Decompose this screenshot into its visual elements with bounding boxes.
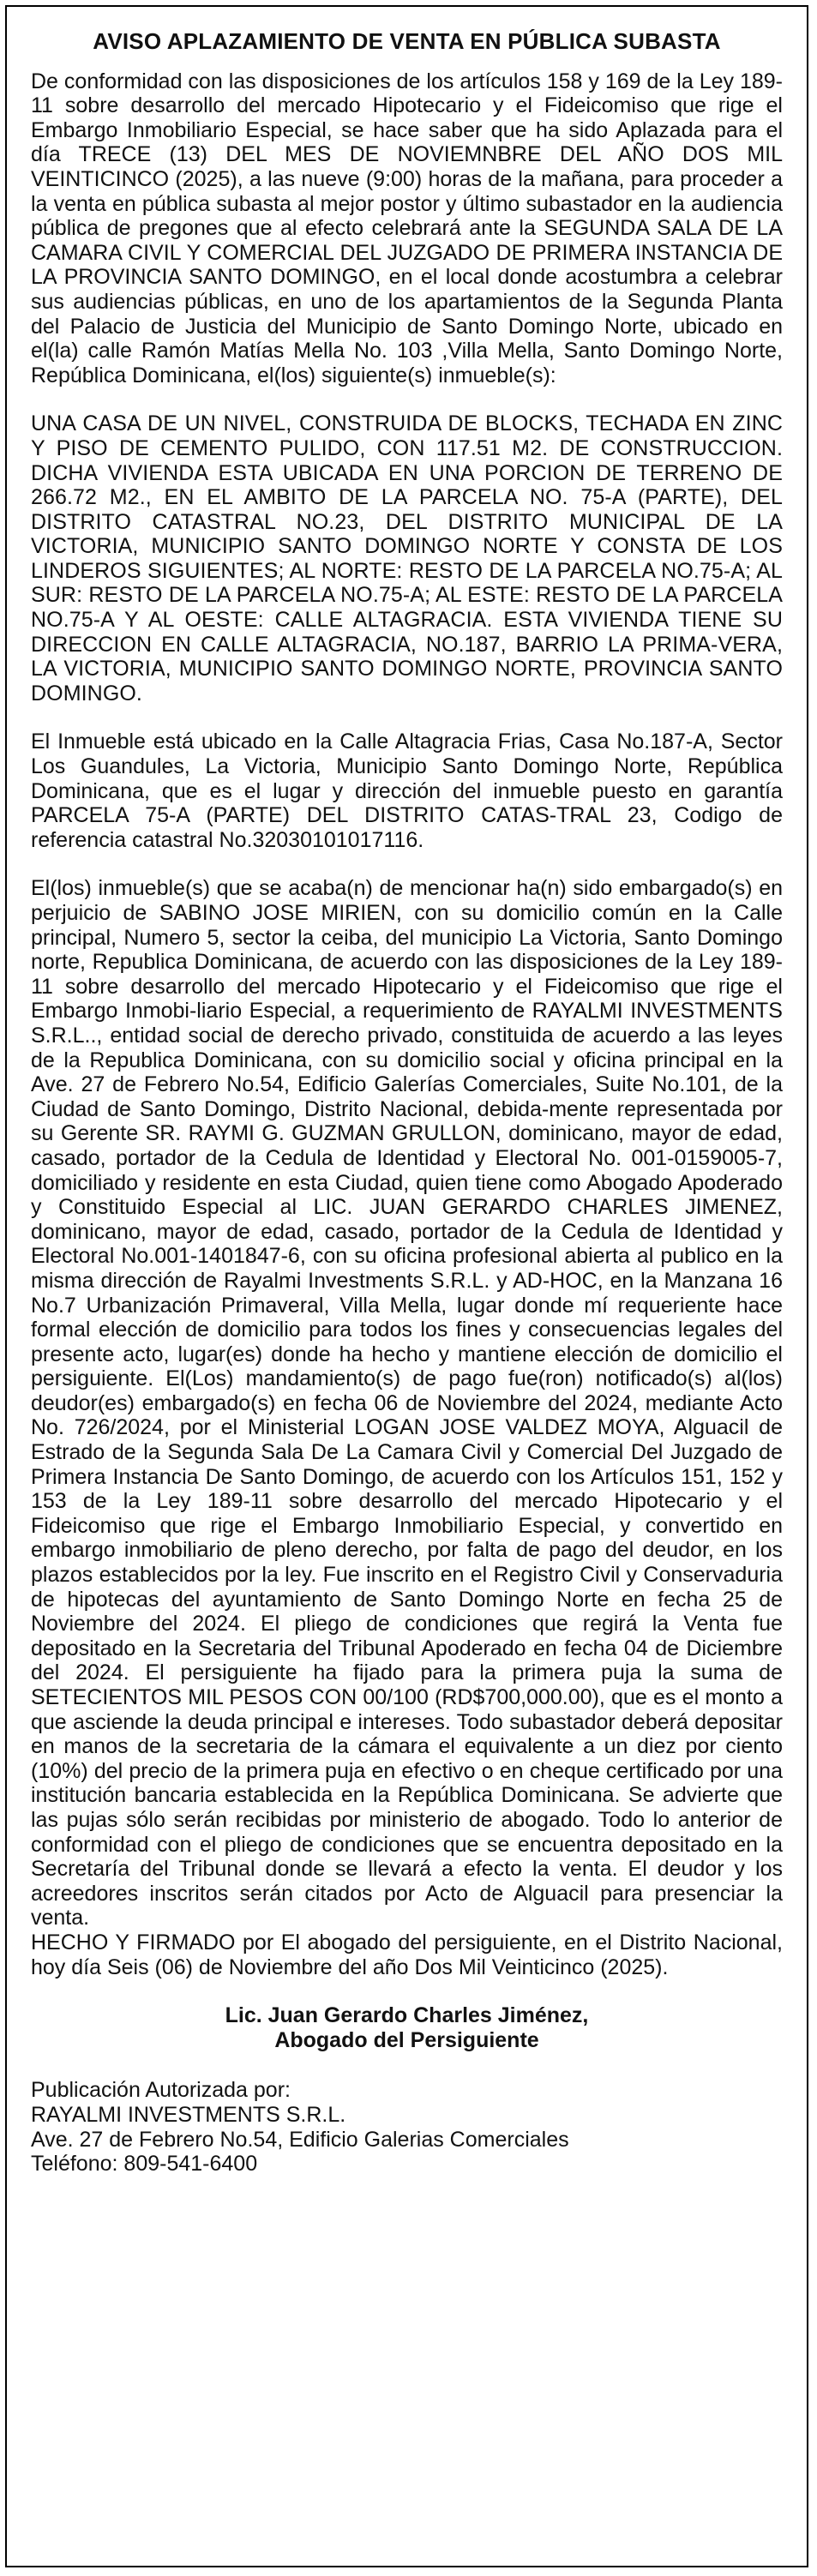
notice-footer: Publicación Autorizada por: RAYALMI INVESTMENTS S.R.L. Ave. 27 de Febrero No.54, Edificio Galerias Comerciales Teléfono: 809-541-6400 (31, 2078, 569, 2177)
notice-paragraph-property-description: UNA CASA DE UN NIVEL, CONSTRUIDA DE BLOCKS, TECHADA EN ZINC Y PISO DE CEMENTO PULIDO, CON 117.51 M2. DE CONSTRUCCION. DICHA VIVIENDA ESTA UBICADA EN UNA PORCION DE TERRENO DE 266.72 M2., EN EL AMBITO DE LA PARCELA NO. 75-A (PARTE), DEL DISTRITO CATASTRAL NO.23, DEL DISTRITO MUNICIPAL DE LA VICTORIA, MUNICIPIO SANTO DOMINGO NORTE Y CONSTA DE LOS LINDEROS SIGUIENTES; AL NORTE: RESTO DE LA PARCELA NO.75-A; AL SUR: RESTO DE LA PARCELA NO.75-A; AL ESTE: RESTO DE LA PARCELA NO.75-A Y AL OESTE: CALLE ALTAGRACIA. ESTA VIVIENDA TIENE SU DIRECCION EN CALLE ALTAGRACIA, NO.187, BARRIO LA PRIMA-VERA, LA VICTORIA, MUNICIPIO SANTO DOMINGO NORTE, PROVINCIA SANTO DOMINGO. (31, 411, 783, 706)
notice-paragraph-seizure-details: El(los) inmueble(s) que se acaba(n) de mencionar ha(n) sido embargado(s) en perjuicio de SABINO JOSE MIRIEN, con su domicilio común en la Calle principal, Numero 5, sector la ceiba, del municipio La Victoria, Santo Domingo norte, Republica Dominicana, de acuerdo con las disposiciones de la Ley 189-11 sobre desarrollo del mercado Hipotecario y el Fideicomiso que rige el Embargo Inmobi-liario Especial, a requerimiento de RAYALMI INVESTMENTS S.R.L.., entidad social de derecho privado, constituida de acuerdo a las leyes de la Republica Dominicana, con su domicilio social y oficina principal en la Ave. 27 de Febrero No.54, Edificio Galerías Comerciales, Suite No.101, de la Ciudad de Santo Domingo, Distrito Nacional, debida-mente representada por su Gerente SR. RAYMI G. GUZMAN GRULLON, dominicano, mayor de edad, casado, portador de la Cedula de Identidad y Electoral No. 001-0159005-7, domiciliado y residente en esta Ciudad, quien tiene como Abogado Apoderado y Constituido Especial al LIC. JUAN GERARDO CHARLES JIMENEZ, dominicano, mayor de edad, casado, portador de la Cedula de Identidad y Electoral No.001-1401847-6, con su oficina profesional abierta al publico en la misma dirección de Rayalmi Investments S.R.L. y AD-HOC, en la Manzana 16 No.7 Urbanización Primaveral, Villa Mella, lugar donde mí requeriente hace formal elección de domicilio para todos los fines y consecuencias legales del presente acto, lugar(es) donde ha hecho y mantiene elección de domicilio el persiguiente. El(Los) mandamiento(s) de pago fue(ron) notificado(s) al(los) deudor(es) embargado(s) en fecha 06 de Noviembre del 2024, mediante Acto No. 726/2024, por el Ministerial LOGAN JOSE VALDEZ MOYA, Alguacil de Estrado de la Segunda Sala De La Camara Civil y Comercial Del Juzgado de Primera Instancia De Santo Domingo, de acuerdo con los Artículos 151, 152 y 153 de la Ley 189-11 sobre desarrollo del mercado Hipotecario y el Fideicomiso que rige el Embargo Inmobiliario Especial, y convertido en embargo inmobiliario de pleno derecho, por falta de pago del deudor, en los plazos establecidos por la ley. Fue inscrito en el Registro Civil y Conservaduria de hipotecas del ayuntamiento de Santo Domingo Norte en fecha 25 de Noviembre del 2024. El pliego de condiciones que regirá la Venta fue depositado en la Secretaria del Tribunal Apoderado en fecha 04 de Diciembre del 2024. El persiguiente ha fijado para la primera puja la suma de SETECIENTOS MIL PESOS CON 00/100 (RD$700,000.00), que es el monto a que asciende la deuda principal e intereses. Todo subastador deberá depositar en manos de la secretaria de la cámara el equivalente a un diez por ciento (10%) del precio de la primera puja en efectivo o en cheque certificado por una institución bancaria establecida en la República Dominicana. Se advierte que las pujas sólo serán recibidas por ministerio de abogado. Todo lo anterior de conformidad con el pliego de condiciones que se encuentra depositado en la Secretaría del Tribunal donde se llevará a efecto la venta. El deudor y los acreedores inscritos serán citados por Acto de Alguacil para presenciar la venta. HECHO Y FIRMADO por El abogado del persiguiente, en el Distrito Nacional, hoy día Seis (06) de Noviembre del año Dos Mil Veinticinco (2025). (31, 876, 783, 1979)
notice-title: AVISO APLAZAMIENTO DE VENTA EN PÚBLICA SUBASTA (93, 28, 721, 54)
notice-paragraph-property-location: El Inmueble está ubicado en la Calle Altagracia Frias, Casa No.187-A, Sector Los Guandules, La Victoria, Municipio Santo Domingo Norte, República Dominicana, que es el lugar y dirección del inmueble puesto en garantía PARCELA 75-A (PARTE) DEL DISTRITO CATAS-TRAL 23, Codigo de referencia catastral No.32030101017116. (31, 730, 783, 852)
notice-frame (5, 5, 808, 2567)
notice-paragraph-intro: De conformidad con las disposiciones de los artículos 158 y 169 de la Ley 189-11 sobre desarrollo del mercado Hipotecario y el Fideicomiso que rige el Embargo Inmobiliario Especial, se hace saber que ha sido Aplazada para el día TRECE (13) DEL MES DE NOVIEMNBRE DEL AÑO DOS MIL VEINTICINCO (2025), a las nueve (9:00) horas de la mañana, para proceder a la venta en pública subasta al mejor postor y último subastador en la audiencia pública de pregones que al efecto celebrará ante la SEGUNDA SALA DE LA CAMARA CIVIL Y COMERCIAL DEL JUZGADO DE PRIMERA INSTANCIA DE LA PROVINCIA SANTO DOMINGO, en el local donde acostumbra a celebrar sus audiencias públicas, en uno de los apartamientos de la Segunda Planta del Palacio de Justicia del Municipio de Santo Domingo Norte, ubicado en el(la) calle Ramón Matías Mella No. 103 ,Villa Mella, Santo Domingo Norte, República Dominicana, el(los) siguiente(s) inmueble(s): (31, 69, 783, 387)
notice-signature: Lic. Juan Gerardo Charles Jiménez, Abogado del Persiguiente (225, 2003, 589, 2052)
